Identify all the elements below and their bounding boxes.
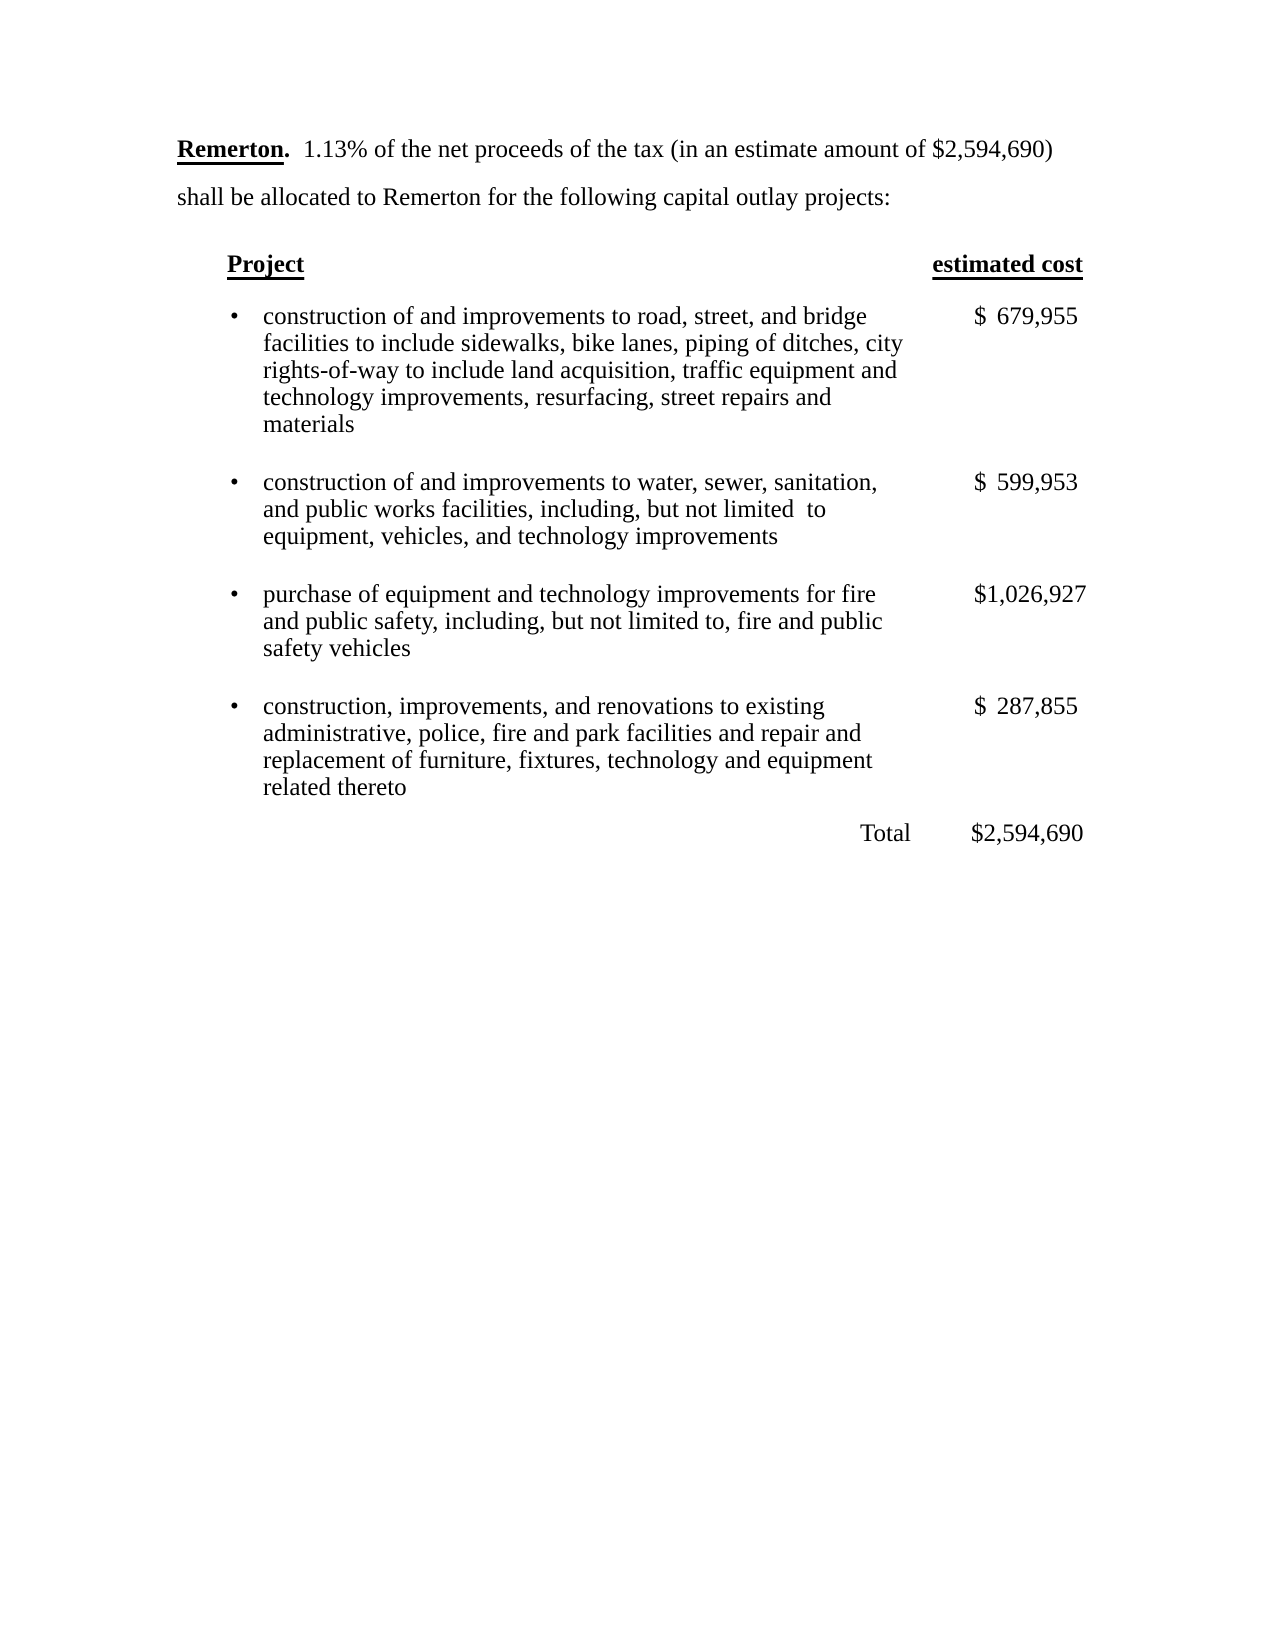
projects-table — [177, 251, 1087, 847]
cost-amount: 1,026,927 — [986, 581, 1087, 608]
cost-amount: 599,953 — [996, 469, 1078, 496]
total-amount: 2,594,690 — [983, 820, 1084, 847]
document-content — [177, 126, 1087, 847]
cost-cell — [974, 303, 1078, 330]
project-description: construction of and improvements to road, street, and bridge facilities to include sidewalks, bike lanes, piping of ditches, city rights-of-way to include land acquisition, traffic equipment and technology improvements, resurfacing, street repairs and materials — [263, 303, 910, 438]
currency-symbol: $ — [974, 693, 987, 720]
bullet-icon: • — [230, 303, 239, 330]
currency-symbol: $ — [974, 469, 987, 496]
project-description: purchase of equipment and technology improvements for fire and public safety, including, but not limited to, fire and public safety vehicles — [263, 581, 890, 662]
project-description: construction, improvements, and renovations to existing administrative, police, fire and park facilities and repair and replacement of furniture, fixtures, technology and equipment related thereto — [263, 693, 879, 801]
bullet-icon: • — [230, 581, 239, 608]
project-row — [177, 581, 1087, 662]
project-row — [177, 693, 1083, 801]
project-row — [177, 303, 1083, 438]
currency-symbol: $ — [974, 303, 987, 330]
bullet-icon: • — [230, 469, 239, 496]
total-label: Total — [859, 820, 911, 847]
currency-symbol: $ — [974, 581, 987, 608]
project-column-header: Project — [227, 251, 305, 278]
intro-paragraph — [177, 126, 1083, 222]
intro-period: . — [283, 136, 291, 163]
project-description: construction of and improvements to water, sewer, sanitation, and public works facilities, including, but not limited to equipment, vehicles, and technology improvements — [263, 469, 884, 550]
total-cost-cell — [971, 820, 1083, 847]
total-currency-symbol: $ — [971, 820, 984, 847]
cost-amount: 287,855 — [996, 693, 1078, 720]
project-row — [177, 469, 1083, 550]
bullet-icon: • — [230, 693, 239, 720]
total-row — [177, 820, 1083, 847]
cost-cell — [974, 693, 1078, 720]
intro-lead: Remerton — [177, 136, 284, 163]
table-header-row — [227, 251, 1083, 278]
cost-cell — [974, 469, 1078, 496]
cost-column-header: estimated cost — [932, 251, 1083, 278]
intro-body: 1.13% of the net proceeds of the tax (in an estimate amount of $2,594,690) shall be allocated to Remerton for the following capital outlay projects: — [177, 136, 1053, 211]
cost-amount: 679,955 — [996, 303, 1078, 330]
cost-cell — [974, 581, 1087, 608]
